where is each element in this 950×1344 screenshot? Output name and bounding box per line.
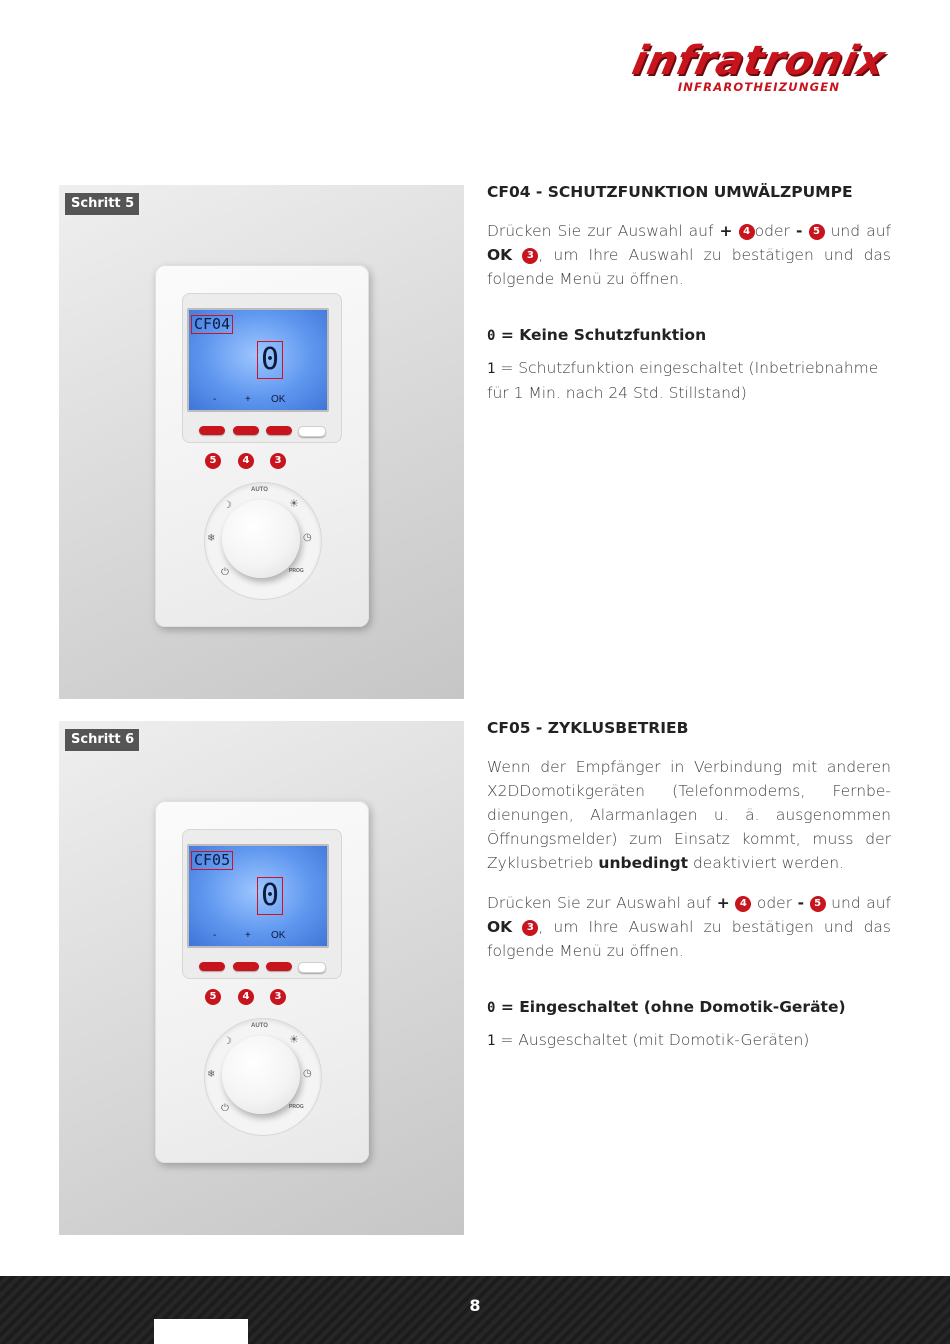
instr-text: Drücken Sie zur Auswahl auf — [487, 222, 720, 240]
lcd-label-ok: OK — [271, 930, 286, 941]
plus-button[interactable] — [233, 962, 259, 971]
lcd-display — [187, 844, 329, 948]
lcd-label-ok: OK — [271, 394, 286, 405]
sun-icon: ☀ — [289, 1034, 299, 1046]
para-text: Wenn der Empfänger in Verbindung mit anderen X2DDomotikgeräten (Telefonmodems, Fernbe-dienungen, Alarmanlagen u. ä. ausgenommen Öffnungsmelder) zum Einsatz kommt, muss der Zyklusbetrieb — [487, 758, 891, 872]
dial-prog-label: PROG — [289, 1104, 304, 1110]
step-6-text — [487, 718, 891, 1053]
para-emphasis: unbedingt — [598, 854, 689, 872]
snowflake-icon: ❄ — [207, 533, 216, 544]
white-button[interactable] — [298, 426, 326, 437]
minus-key: - — [795, 222, 803, 240]
dial-auto-label: AUTO — [251, 1023, 268, 1029]
dial-prog-label: PROG — [289, 568, 304, 574]
marker-3: 3 — [270, 989, 286, 1005]
option-digit: 0 — [487, 328, 496, 344]
option-0 — [487, 995, 891, 1020]
clock-icon: ◷ — [303, 1068, 312, 1079]
option-digit: 1 — [487, 1033, 496, 1049]
thermostat-photo-step-6 — [59, 721, 464, 1235]
option-digit: 0 — [487, 1000, 496, 1016]
thermostat-device — [155, 265, 369, 627]
minus-key: - — [797, 894, 805, 912]
section-heading: CF05 - ZYKLUSBETRIEB — [487, 719, 689, 737]
instr-text: oder — [754, 222, 796, 240]
logo-tagline: INFRAROTHEIZUNGEN — [677, 80, 841, 94]
para-text: deaktiviert werden. — [688, 854, 845, 872]
step-5-text — [487, 182, 891, 405]
marker-5: 5 — [205, 453, 221, 469]
clock-icon: ◷ — [303, 532, 312, 543]
footer-white-block — [154, 1319, 248, 1344]
plus-key: + — [716, 894, 730, 912]
thermostat-face — [182, 829, 342, 979]
instr-text: Drücken Sie zur Auswahl auf — [487, 894, 717, 912]
option-0 — [487, 323, 891, 348]
option-1 — [487, 1028, 891, 1053]
moon-icon: ☽ — [223, 500, 232, 511]
page-number: 8 — [469, 1296, 481, 1315]
marker-4: 4 — [238, 453, 254, 469]
lcd-menu-code: CF05 — [191, 851, 233, 870]
minus-button[interactable] — [199, 962, 225, 971]
dial-auto-label: AUTO — [251, 487, 268, 493]
snowflake-icon: ❄ — [207, 1069, 216, 1080]
lcd-label-plus: + — [245, 394, 251, 405]
ok-button[interactable] — [266, 962, 292, 971]
ok-key: OK — [487, 918, 513, 936]
section-heading: CF04 - SCHUTZFUNKTION UMWÄLZPUMPE — [487, 183, 853, 201]
instr-text: , um Ihre Auswahl zu bestätigen und das folgende Menü zu öffnen. — [487, 918, 891, 960]
instr-text: oder — [751, 894, 798, 912]
marker-3: 3 — [270, 453, 286, 469]
lcd-menu-code: CF04 — [191, 315, 233, 334]
plus-button[interactable] — [233, 426, 259, 435]
thermostat-photo-step-5 — [59, 185, 464, 699]
lcd-button-labels — [189, 394, 327, 408]
lcd-label-minus: - — [213, 394, 217, 405]
thermostat-face — [182, 293, 342, 443]
dial-ring — [205, 1019, 321, 1135]
sun-icon: ☀ — [289, 498, 299, 510]
minus-button[interactable] — [199, 426, 225, 435]
brand-logo — [628, 40, 890, 96]
instruction-paragraph — [487, 219, 891, 291]
step-badge: Schritt 6 — [64, 728, 140, 752]
option-1 — [487, 356, 891, 405]
marker-3-inline: 3 — [522, 920, 538, 936]
mode-dial-knob[interactable] — [222, 500, 300, 578]
instr-text: , um Ihre Auswahl zu bestätigen und das folgende Menü zu öffnen. — [487, 246, 891, 288]
moon-icon: ☽ — [223, 1036, 232, 1047]
instr-text: und auf — [824, 222, 891, 240]
thermostat-device — [155, 801, 369, 1163]
instruction-paragraph — [487, 891, 891, 963]
lcd-label-plus: + — [245, 930, 251, 941]
lcd-button-labels — [189, 930, 327, 944]
lcd-label-minus: - — [213, 930, 217, 941]
option-text: = Ausgeschaltet (mit Domotik-Geräten) — [495, 1031, 810, 1049]
plus-key: + — [719, 222, 733, 240]
mode-dial-knob[interactable] — [222, 1036, 300, 1114]
lcd-value: 0 — [257, 877, 283, 915]
white-button[interactable] — [298, 962, 326, 973]
power-icon: ⏻ — [221, 567, 229, 578]
marker-5-inline: 5 — [809, 224, 825, 240]
warning-paragraph — [487, 755, 891, 875]
marker-4-inline: 4 — [739, 224, 755, 240]
step-badge: Schritt 5 — [64, 192, 140, 216]
marker-4-inline: 4 — [735, 896, 751, 912]
dial-ring — [205, 483, 321, 599]
lcd-value: 0 — [257, 341, 283, 379]
option-text: = Eingeschaltet (ohne Domotik-Geräte) — [495, 998, 846, 1016]
lcd-display — [187, 308, 329, 412]
power-icon: ⏻ — [221, 1103, 229, 1114]
option-text: = Schutzfunktion eingeschaltet (Inbetriebnahme für 1 Min. nach 24 Std. Stillstand) — [487, 359, 879, 402]
instr-text: und auf — [825, 894, 891, 912]
logo-wordmark: infratronix — [628, 38, 890, 84]
ok-key: OK — [487, 246, 513, 264]
marker-3-inline: 3 — [522, 248, 538, 264]
option-text: = Keine Schutzfunktion — [495, 326, 707, 344]
marker-4: 4 — [238, 989, 254, 1005]
ok-button[interactable] — [266, 426, 292, 435]
marker-5: 5 — [205, 989, 221, 1005]
option-digit: 1 — [487, 361, 496, 377]
marker-5-inline: 5 — [810, 896, 826, 912]
